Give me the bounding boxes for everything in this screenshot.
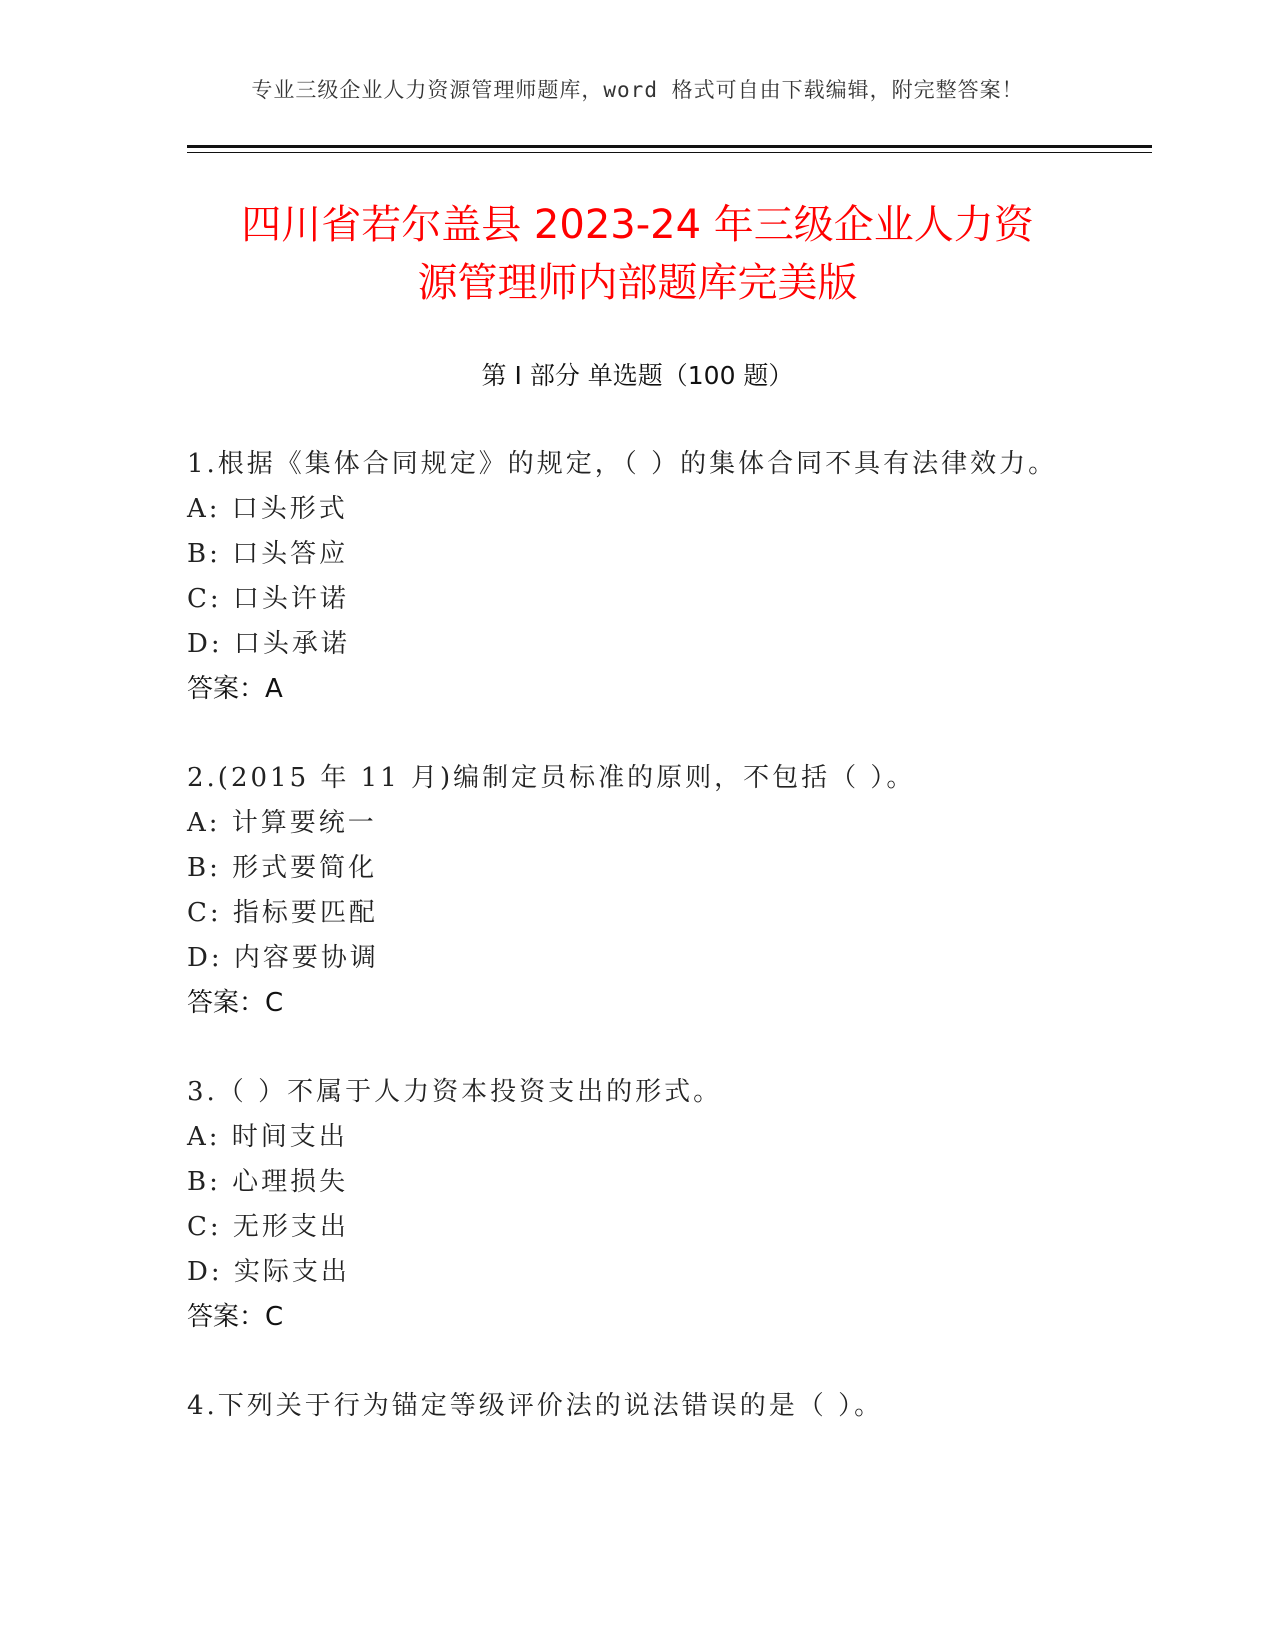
title-line-2: 源管理师内部题库完美版: [417, 260, 858, 306]
question-list: [187, 442, 1087, 1473]
question-stem: 4.下列关于行为锚定等级评价法的说法错误的是（ ）。: [187, 1391, 884, 1421]
option-b: B: 形式要简化: [187, 853, 378, 883]
header-note: 专业三级企业人力资源管理师题库，word 格式可自由下载编辑，附完整答案！: [251, 78, 1024, 102]
option-b: B: 心理损失: [187, 1167, 349, 1197]
option-d: D: 口头承诺: [187, 629, 350, 659]
header-rule-thin: [187, 152, 1152, 153]
option-a: A: 口头形式: [187, 494, 348, 524]
question-stem: 3.（ ）不属于人力资本投资支出的形式。: [187, 1077, 723, 1107]
option-d: D: 实际支出: [187, 1257, 350, 1287]
option-c: C: 指标要匹配: [187, 898, 378, 928]
question-stem: 2.(2015 年 11 月)编制定员标准的原则，不包括（ ）。: [187, 763, 916, 793]
answer: 答案：A: [187, 674, 283, 704]
option-c: C: 无形支出: [187, 1212, 349, 1242]
question-3: [187, 1070, 1087, 1340]
option-a: A: 计算要统一: [187, 808, 377, 838]
answer: 答案：C: [187, 1302, 284, 1332]
option-c: C: 口头许诺: [187, 584, 349, 614]
title-line-1: 四川省若尔盖县 2023-24 年三级企业人力资: [241, 202, 1034, 248]
question-1: [187, 442, 1087, 712]
question-4: [187, 1384, 1087, 1429]
option-a: A: 时间支出: [187, 1122, 348, 1152]
answer: 答案：C: [187, 988, 284, 1018]
option-b: B: 口头答应: [187, 539, 349, 569]
header-rule-thick: [187, 145, 1152, 148]
question-stem: 1.根据《集体合同规定》的规定，（ ）的集体合同不具有法律效力。: [187, 449, 1058, 479]
document-title: [150, 196, 1125, 312]
option-d: D: 内容要协调: [187, 943, 379, 973]
question-2: [187, 756, 1087, 1026]
section-title: 第 I 部分 单选题（100 题）: [481, 361, 794, 390]
